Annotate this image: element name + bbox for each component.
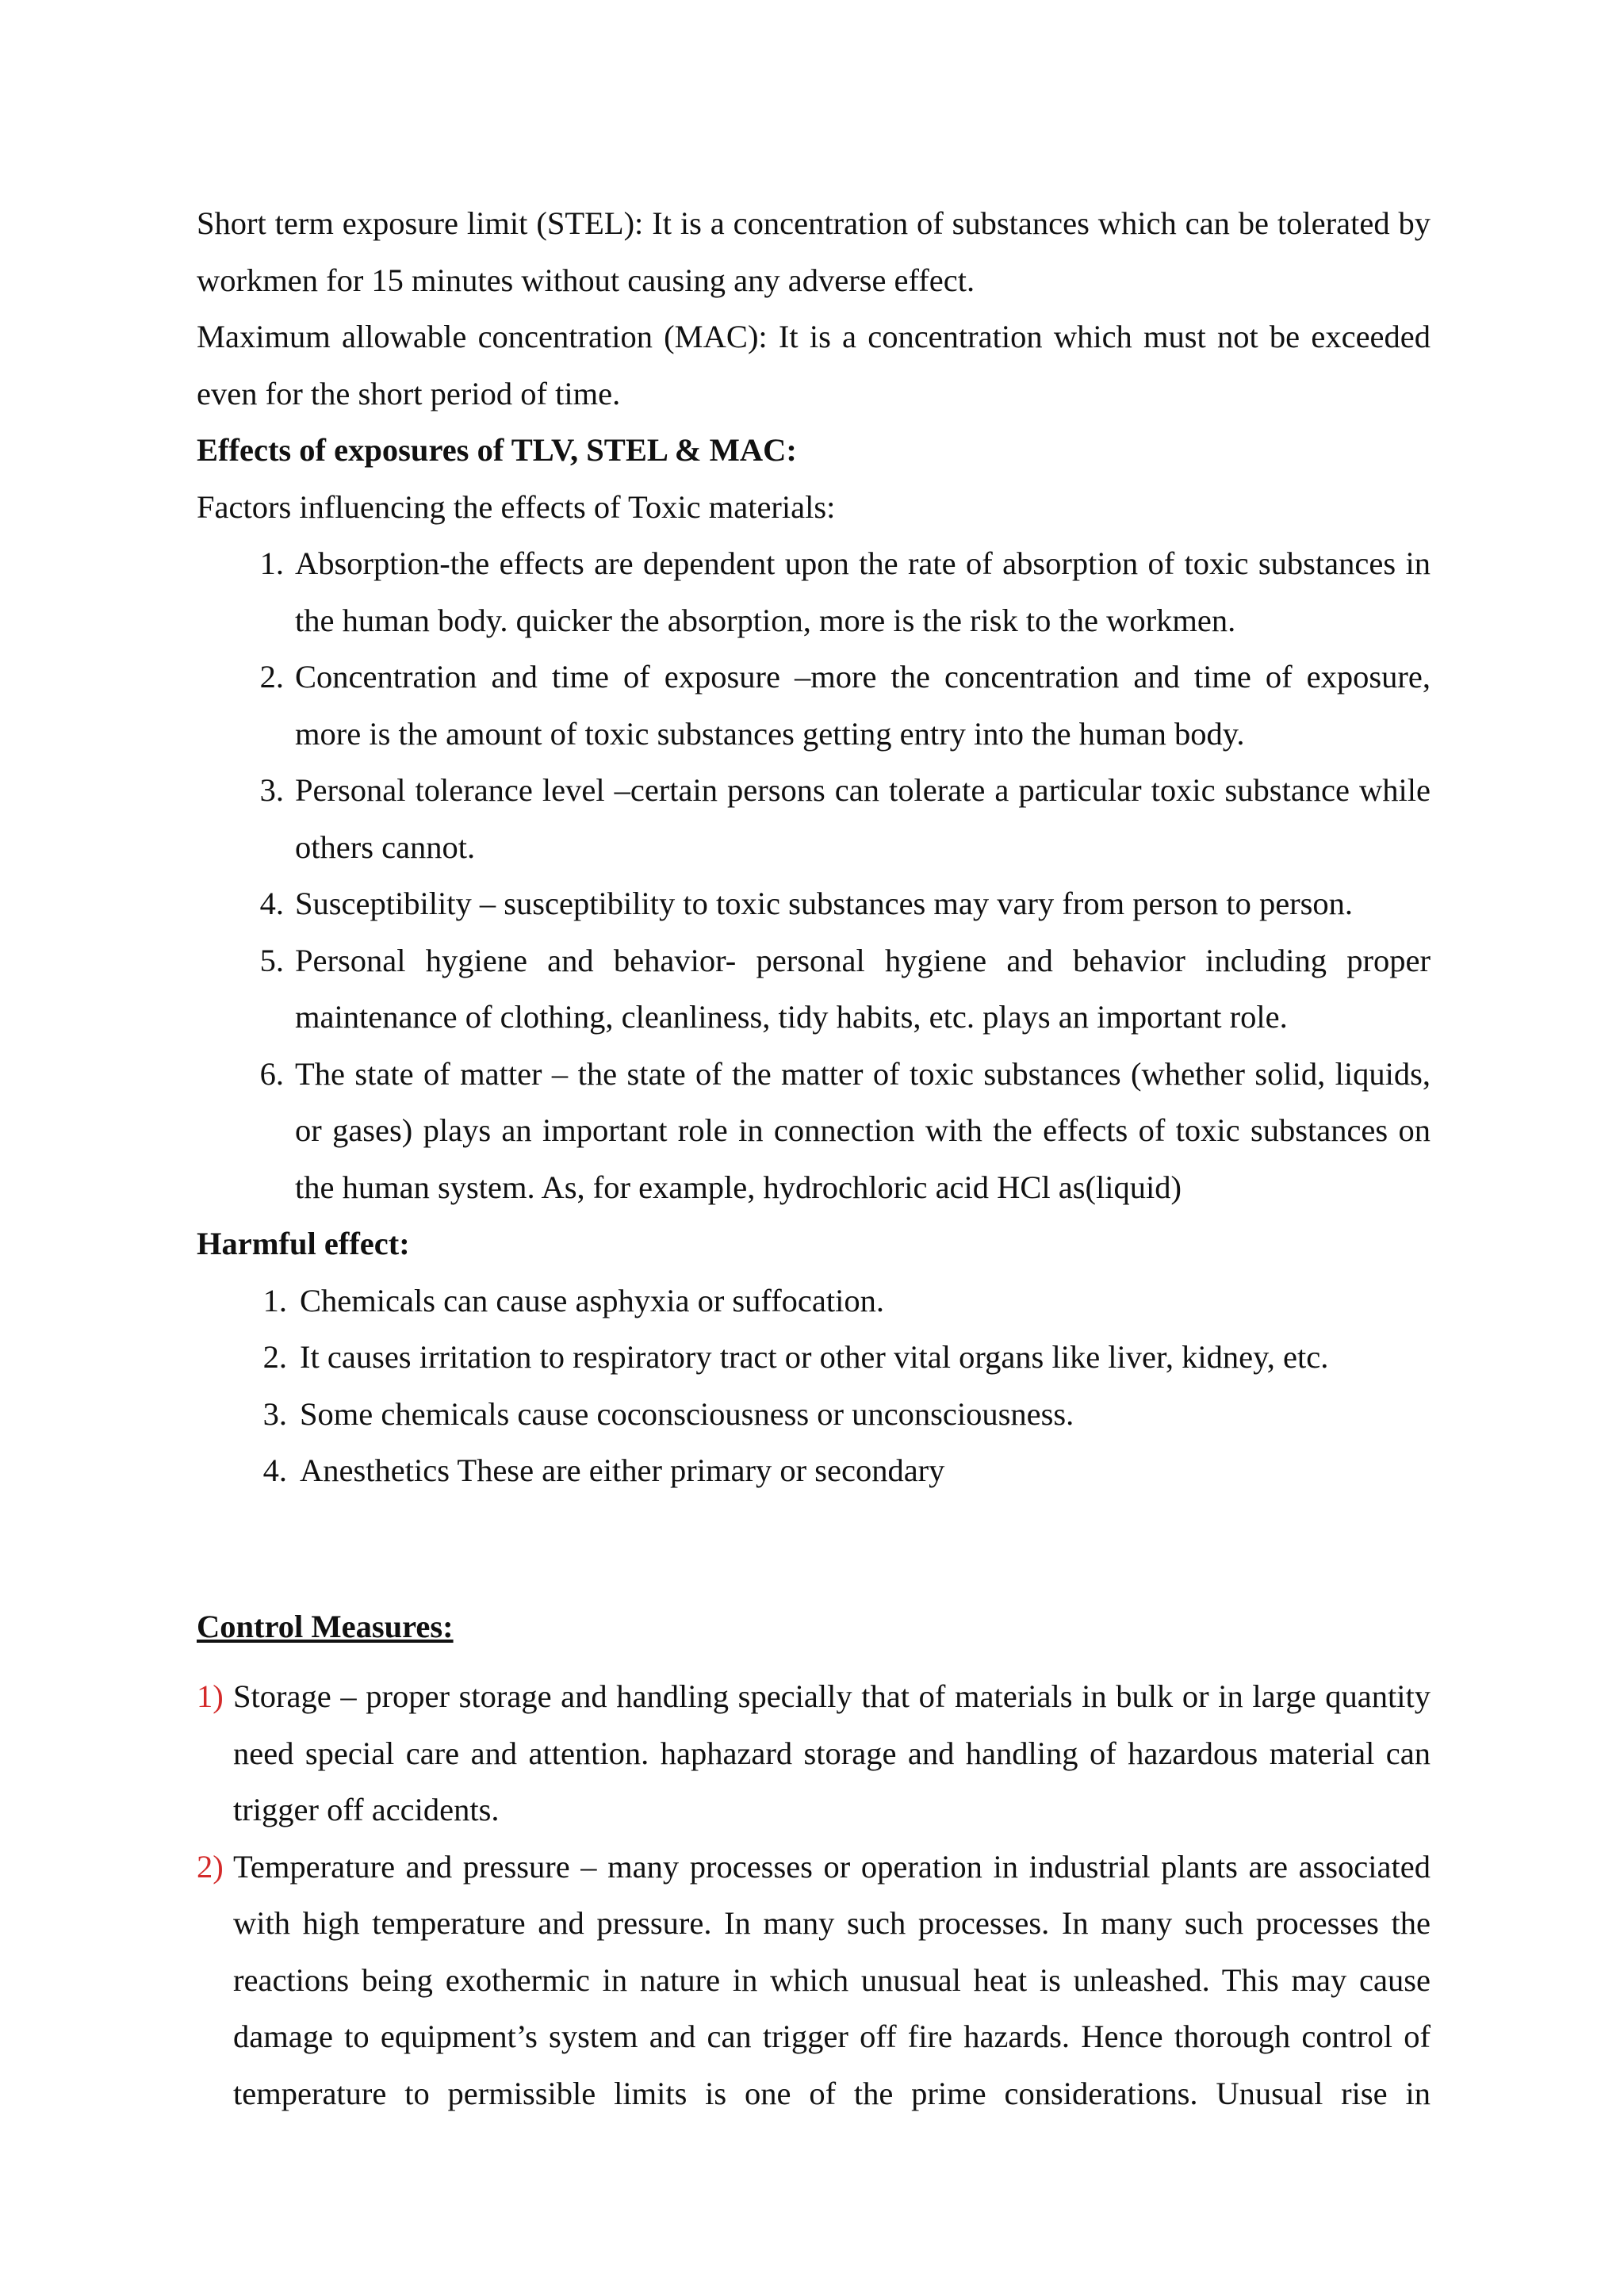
list-number: 2. <box>262 1339 287 1375</box>
stel-paragraph: Short term exposure limit (STEL): It is a concentration of substances which can be tolerated by workmen for 15 minutes without causing any adverse effect. <box>197 205 1431 298</box>
list-item <box>197 932 1431 1046</box>
list-item-text: Temperature and pressure – many processes or operation in industrial plants are associated with high temperature and pressure. In many such processes. In many such processes the reactions being exothermic in nature in which unusual heat is unleashed. This may cause damage to equipment’s system and can trigger off fire hazards. Hence thorough control of temperature to permissible limits is one of the prime considerations. Unusual rise in <box>233 1848 1431 2111</box>
list-item <box>197 1329 1431 1386</box>
list-number: 1) <box>197 1678 224 1714</box>
list-item-text: Personal tolerance level –certain persons can tolerate a particular toxic substance while others cannot. <box>295 772 1431 865</box>
document-page <box>197 195 1431 2122</box>
list-number: 4. <box>262 1452 287 1488</box>
harmful-effects-list <box>197 1272 1431 1499</box>
list-item-text: Personal hygiene and behavior- personal hygiene and behavior including proper maintenance of clothing, cleanliness, tidy habits, etc. plays an important role. <box>295 942 1431 1035</box>
mac-paragraph: Maximum allowable concentration (MAC): It is a concentration which must not be exceeded even for the short period of time. <box>197 319 1431 411</box>
list-number: 1. <box>262 1282 287 1318</box>
list-item <box>197 1272 1431 1330</box>
list-item <box>197 875 1431 932</box>
list-item <box>197 1046 1431 1216</box>
list-item <box>197 1839 1431 2122</box>
list-item <box>197 1386 1431 1443</box>
list-number: 3. <box>262 1395 287 1432</box>
list-item-text: Storage – proper storage and handling specially that of materials in bulk or in large quantity need special care and attention. haphazard storage and handling of hazardous material can trigger off accidents. <box>233 1678 1431 1827</box>
list-item-text: Susceptibility – susceptibility to toxic substances may vary from person to person. <box>295 886 1354 921</box>
list-item-text: The state of matter – the state of the matter of toxic substances (whether solid, liquids, or gases) plays an important role in connection with the effects of toxic substances on the human system. As, for example, hydrochloric acid HCl as(liquid) <box>295 1055 1431 1205</box>
list-number: 6. <box>259 1055 284 1092</box>
list-number: 3. <box>259 772 284 808</box>
list-item-text: Chemicals can cause asphyxia or suffocation. <box>300 1282 885 1318</box>
control-measures-heading: Control Measures: <box>197 1608 454 1644</box>
harmful-heading: Harmful effect: <box>197 1226 410 1261</box>
control-measures-list <box>197 1668 1431 2122</box>
list-number: 5. <box>259 942 284 978</box>
list-number: 4. <box>259 886 284 921</box>
list-number: 1. <box>259 545 284 581</box>
list-item <box>197 649 1431 762</box>
effects-heading: Effects of exposures of TLV, STEL & MAC: <box>197 432 797 468</box>
list-item <box>197 762 1431 875</box>
list-item <box>197 1668 1431 1839</box>
list-item-text: Concentration and time of exposure –more the concentration and time of exposure, more is the amount of toxic substances getting entry into the human body. <box>295 659 1431 752</box>
list-item <box>197 1442 1431 1499</box>
list-number: 2. <box>259 659 284 695</box>
factors-list <box>197 535 1431 1215</box>
list-item-text: It causes irritation to respiratory tract or other vital organs like liver, kidney, etc. <box>300 1339 1329 1375</box>
list-item <box>197 535 1431 649</box>
list-item-text: Absorption-the effects are dependent upon the rate of absorption of toxic substances in the human body. quicker the absorption, more is the risk to the workmen. <box>295 545 1431 638</box>
factors-intro: Factors influencing the effects of Toxic materials: <box>197 488 836 525</box>
list-item-text: Some chemicals cause coconsciousness or unconsciousness. <box>300 1395 1074 1432</box>
list-item-text: Anesthetics These are either primary or secondary <box>300 1452 945 1488</box>
list-number: 2) <box>197 1848 224 1885</box>
